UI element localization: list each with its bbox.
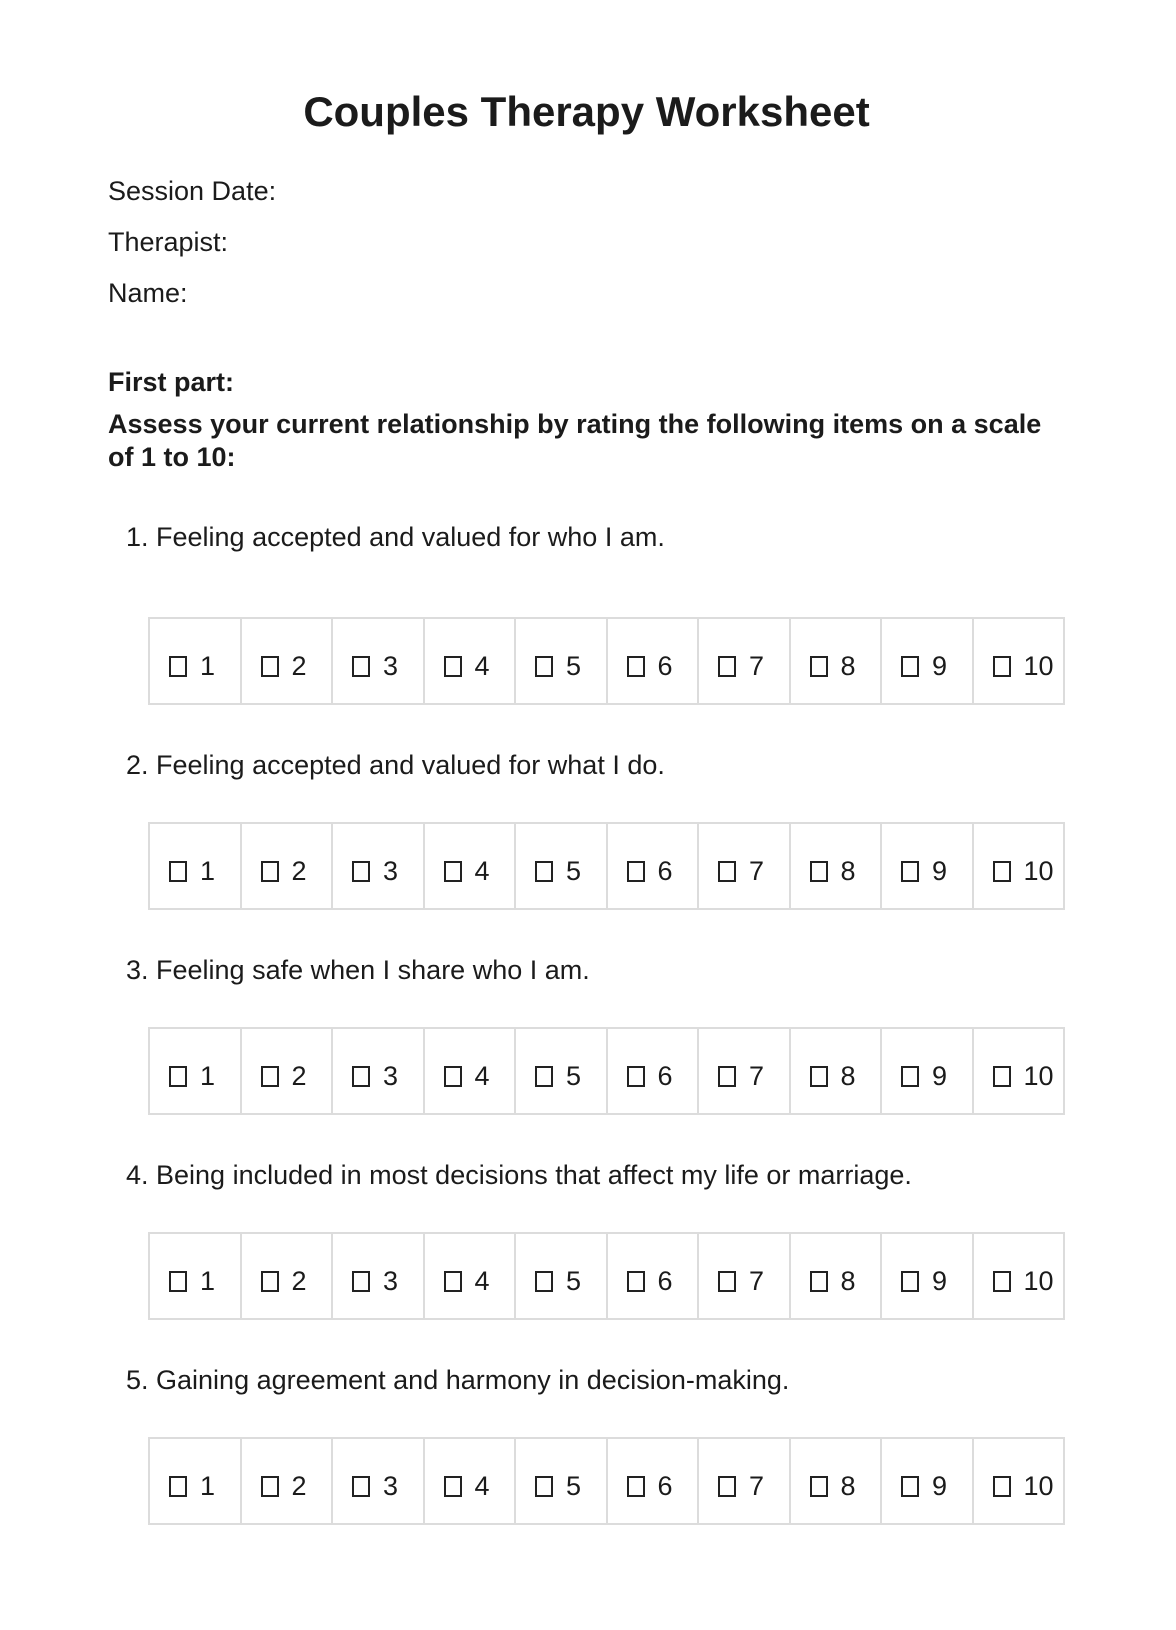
rating-cell [424,1438,516,1524]
rating-cell [515,1028,607,1114]
rating-checkbox[interactable] [718,1476,736,1497]
rating-cell [332,618,424,704]
question-label: 1. Feeling accepted and valued for who I am. [126,522,665,552]
rating-cell [332,1028,424,1114]
rating-checkbox[interactable] [810,1476,828,1497]
rating-checkbox[interactable] [901,1271,919,1292]
rating-checkbox[interactable] [627,861,645,882]
rating-value-label: 10 [1023,1060,1054,1091]
rating-cell [790,1233,882,1319]
header-fields [108,175,1065,310]
rating-value-label: 5 [566,1470,582,1501]
rating-value-label: 1 [200,1060,216,1091]
rating-checkbox[interactable] [444,1066,462,1087]
rating-scale-table [148,822,1065,910]
rating-value-label: 1 [200,855,216,886]
rating-value-label: 10 [1023,1265,1054,1296]
rating-checkbox[interactable] [261,1066,279,1087]
field-therapist: Therapist: [108,227,229,257]
rating-checkbox[interactable] [261,1476,279,1497]
rating-checkbox[interactable] [535,656,553,677]
rating-value-label: 9 [932,1470,948,1501]
rating-value-label: 4 [474,855,490,886]
rating-checkbox[interactable] [627,1476,645,1497]
rating-value-label: 4 [474,1470,490,1501]
rating-cell [149,618,241,704]
rating-scale-table [148,1232,1065,1320]
rating-cell [790,1028,882,1114]
rating-value-label: 2 [291,1265,307,1296]
question-block [108,954,1065,1115]
section-heading: First part: [108,367,235,397]
rating-checkbox[interactable] [444,1476,462,1497]
rating-value-label: 5 [566,855,582,886]
rating-value-label: 7 [749,855,765,886]
rating-value-label: 5 [566,1265,582,1296]
rating-scale-table [148,1027,1065,1115]
rating-scale-table [148,1437,1065,1525]
rating-value-label: 8 [840,1470,856,1501]
rating-value-label: 3 [383,650,399,681]
rating-cell [973,618,1065,704]
rating-checkbox[interactable] [352,1271,370,1292]
rating-cell [332,1438,424,1524]
rating-cell [424,1028,516,1114]
rating-cell [515,618,607,704]
rating-cell [881,1233,973,1319]
rating-cell [241,1028,333,1114]
rating-cell [607,1233,699,1319]
rating-checkbox[interactable] [169,1271,187,1292]
rating-checkbox[interactable] [718,861,736,882]
rating-cell [973,823,1065,909]
rating-checkbox[interactable] [444,1271,462,1292]
rating-checkbox[interactable] [901,1476,919,1497]
rating-scale-row [149,1028,1064,1114]
rating-value-label: 10 [1023,650,1054,681]
rating-cell [698,1438,790,1524]
rating-value-label: 3 [383,855,399,886]
rating-value-label: 5 [566,650,582,681]
rating-checkbox[interactable] [261,861,279,882]
rating-cell [698,823,790,909]
rating-checkbox[interactable] [352,861,370,882]
rating-checkbox[interactable] [718,1066,736,1087]
rating-value-label: 6 [657,650,673,681]
rating-scale-row [149,823,1064,909]
rating-checkbox[interactable] [169,656,187,677]
rating-value-label: 3 [383,1470,399,1501]
rating-cell [149,1233,241,1319]
rating-checkbox[interactable] [901,1066,919,1087]
rating-checkbox[interactable] [901,861,919,882]
question-label: 4. Being included in most decisions that affect my life or marriage. [126,1160,912,1190]
rating-value-label: 8 [840,1060,856,1091]
rating-checkbox[interactable] [261,1271,279,1292]
rating-checkbox[interactable] [352,1476,370,1497]
rating-value-label: 5 [566,1060,582,1091]
rating-checkbox[interactable] [993,1066,1011,1087]
rating-cell [881,1028,973,1114]
rating-cell [607,618,699,704]
rating-checkbox[interactable] [718,656,736,677]
rating-checkbox[interactable] [627,1271,645,1292]
question-block [108,749,1065,910]
rating-cell [424,823,516,909]
rating-value-label: 10 [1023,1470,1054,1501]
rating-checkbox[interactable] [627,1066,645,1087]
question-block [108,1159,1065,1320]
rating-cell [241,618,333,704]
rating-scale-row [149,1438,1064,1524]
rating-cell [607,1028,699,1114]
rating-checkbox[interactable] [535,1271,553,1292]
rating-cell [241,1233,333,1319]
rating-value-label: 8 [840,1265,856,1296]
rating-cell [698,1233,790,1319]
rating-value-label: 10 [1023,855,1054,886]
rating-value-label: 3 [383,1060,399,1091]
rating-checkbox[interactable] [993,656,1011,677]
rating-value-label: 4 [474,1265,490,1296]
rating-cell [973,1028,1065,1114]
rating-cell [973,1438,1065,1524]
rating-checkbox[interactable] [627,656,645,677]
field-session-date: Session Date: [108,176,277,206]
rating-value-label: 2 [291,650,307,681]
rating-scale-row [149,1233,1064,1319]
rating-value-label: 6 [657,1060,673,1091]
rating-value-label: 4 [474,1060,490,1091]
question-block [108,1364,1065,1525]
rating-cell [515,823,607,909]
question-label: 3. Feeling safe when I share who I am. [126,955,590,985]
question-label: 2. Feeling accepted and valued for what I do. [126,750,665,780]
page-title: Couples Therapy Worksheet [303,88,870,135]
rating-cell [881,823,973,909]
rating-value-label: 1 [200,1470,216,1501]
rating-value-label: 6 [657,1265,673,1296]
rating-value-label: 3 [383,1265,399,1296]
question-block [108,521,1065,705]
rating-checkbox[interactable] [993,861,1011,882]
field-name: Name: [108,278,188,308]
rating-cell [790,823,882,909]
rating-value-label: 8 [840,650,856,681]
rating-value-label: 1 [200,650,216,681]
rating-value-label: 1 [200,1265,216,1296]
rating-cell [515,1438,607,1524]
rating-cell [607,1438,699,1524]
rating-checkbox[interactable] [535,861,553,882]
rating-cell [790,618,882,704]
rating-checkbox[interactable] [444,656,462,677]
rating-cell [515,1233,607,1319]
rating-value-label: 4 [474,650,490,681]
rating-checkbox[interactable] [352,1066,370,1087]
rating-cell [241,823,333,909]
rating-checkbox[interactable] [993,1271,1011,1292]
rating-checkbox[interactable] [901,656,919,677]
rating-checkbox[interactable] [261,656,279,677]
rating-cell [698,1028,790,1114]
rating-cell [149,1028,241,1114]
question-label: 5. Gaining agreement and harmony in decision-making. [126,1365,790,1395]
rating-cell [973,1233,1065,1319]
rating-checkbox[interactable] [810,1271,828,1292]
rating-cell [881,1438,973,1524]
rating-value-label: 7 [749,1470,765,1501]
rating-checkbox[interactable] [444,861,462,882]
rating-value-label: 7 [749,1265,765,1296]
rating-value-label: 7 [749,1060,765,1091]
rating-cell [607,823,699,909]
rating-checkbox[interactable] [718,1271,736,1292]
rating-cell [424,1233,516,1319]
rating-value-label: 2 [291,855,307,886]
rating-checkbox[interactable] [352,656,370,677]
rating-scale-row [149,618,1064,704]
rating-cell [149,1438,241,1524]
rating-scale-table [148,617,1065,705]
rating-value-label: 6 [657,855,673,886]
rating-value-label: 7 [749,650,765,681]
rating-value-label: 9 [932,1265,948,1296]
questions-container [108,521,1065,1525]
rating-checkbox[interactable] [535,1066,553,1087]
rating-cell [332,823,424,909]
rating-checkbox[interactable] [810,1066,828,1087]
section-instruction: Assess your current relationship by rating the following items on a scale of 1 to 10: [108,409,1042,472]
rating-checkbox[interactable] [810,656,828,677]
rating-value-label: 8 [840,855,856,886]
rating-value-label: 9 [932,650,948,681]
rating-checkbox[interactable] [535,1476,553,1497]
rating-cell [698,618,790,704]
rating-cell [790,1438,882,1524]
rating-cell [424,618,516,704]
rating-checkbox[interactable] [993,1476,1011,1497]
rating-cell [332,1233,424,1319]
rating-value-label: 9 [932,1060,948,1091]
rating-cell [149,823,241,909]
rating-value-label: 9 [932,855,948,886]
rating-cell [881,618,973,704]
rating-checkbox[interactable] [169,1066,187,1087]
rating-value-label: 6 [657,1470,673,1501]
rating-checkbox[interactable] [810,861,828,882]
rating-checkbox[interactable] [169,1476,187,1497]
rating-value-label: 2 [291,1060,307,1091]
rating-checkbox[interactable] [169,861,187,882]
rating-cell [241,1438,333,1524]
rating-value-label: 2 [291,1470,307,1501]
